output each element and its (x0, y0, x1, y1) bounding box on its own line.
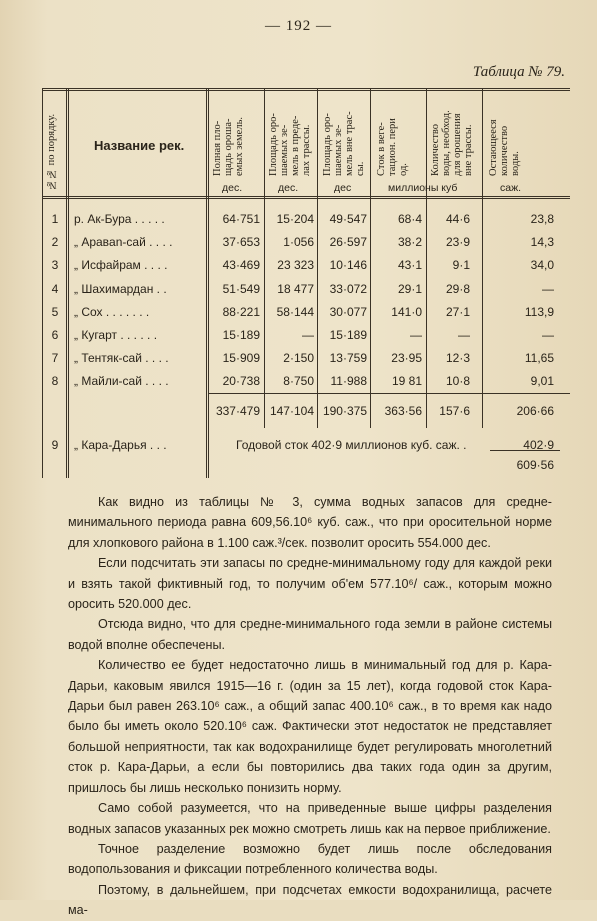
row-full-area: 51·549 (222, 281, 260, 296)
data-table (42, 88, 570, 478)
row-river-name: „ Аравan-сай . . . . (74, 235, 173, 250)
col-divider-1b (68, 88, 69, 478)
row-area-within: 23 323 (277, 258, 314, 273)
row-number: 3 (51, 258, 59, 273)
row-needed: 10·8 (445, 374, 470, 389)
row-area-outside: 13·759 (329, 351, 367, 366)
row-full-area: 15·189 (222, 328, 260, 342)
row9-number: 9 (51, 438, 59, 452)
grand-total: 609·56 (516, 458, 554, 472)
row-needed: 9·1 (452, 258, 470, 273)
row-remaining: — (542, 281, 554, 296)
row-runoff: 38·2 (397, 235, 422, 250)
row-runoff: 19 81 (391, 374, 422, 389)
row-runoff: 43·1 (397, 258, 422, 273)
totals-rule (208, 393, 570, 394)
row-number: 4 (51, 281, 59, 296)
header-remaining: Остающееся количество воды. (488, 119, 521, 176)
row-number: 6 (51, 328, 59, 342)
row-area-within: 18 477 (277, 281, 314, 296)
row-runoff: — (410, 328, 422, 342)
header-full-area: Полная пло- щадь ороша- емых земель. (212, 116, 245, 176)
row-area-outside: 10·146 (329, 258, 367, 273)
row-area-within: 1·056 (283, 235, 314, 250)
header-runoff: Сток в веге- тацион. пери од. (376, 118, 409, 176)
table-left-border (42, 88, 43, 478)
header-bottom-rule-2 (42, 198, 570, 199)
col-divider-2 (206, 88, 207, 478)
row-runoff: 29·1 (397, 281, 422, 296)
body-text (68, 492, 552, 921)
paragraph: Само собой разумеется, что на приведенные выше цифры разделения водных запасов указанных рек можно смотреть лишь как на первое приближение. (68, 801, 552, 836)
row-area-outside: 49·547 (329, 212, 367, 226)
row-number: 8 (51, 374, 59, 389)
row-remaining: 23,8 (530, 212, 554, 226)
table-caption: Таблица № 79. (472, 64, 565, 80)
row9-name: „ Кара-Дарья . . . (74, 438, 167, 452)
row-area-outside: 15·189 (329, 328, 367, 342)
row-river-name: „ Сох . . . . . . . (74, 304, 150, 319)
row-remaining: 14,3 (530, 235, 554, 250)
row-needed: 29·8 (445, 281, 470, 296)
row-area-within: 15·204 (276, 212, 314, 226)
row-area-within: — (302, 328, 314, 342)
row-area-within: 58·144 (276, 304, 314, 319)
row-river-name: „ Тентяк-сай . . . . (74, 351, 169, 366)
page-number: — 192 — (265, 18, 332, 34)
header-name: Название рек. (94, 138, 185, 153)
row-area-outside: 11·988 (330, 374, 367, 389)
total-full: 337·479 (215, 404, 260, 418)
row-river-name: р. Ак-Бура . . . . . (74, 212, 165, 226)
row-river-name: „ Кугарт . . . . . . (74, 328, 158, 342)
row-number: 7 (51, 351, 59, 366)
row-needed: — (458, 328, 470, 342)
paragraph: Точное разделение возможно будет лишь после обследования водопользования и фиксации потребленного количества воды. (68, 841, 552, 877)
row-remaining: 113,9 (524, 304, 554, 319)
unit-area-within: дес. (278, 182, 299, 194)
row-area-outside: 26·597 (329, 235, 367, 250)
row-full-area: 88·221 (222, 304, 260, 319)
paragraph: Если подсчитать эти запасы по средне-минимальному году для каждой реки и взять такой фиктивный год, то получим об'ем 577.10⁶/ саж., которым можно оросить 520.000 дес. (68, 556, 552, 612)
row-full-area: 37·653 (222, 235, 260, 250)
unit-million: миллионы куб (388, 182, 458, 194)
unit-area-outside: дес (334, 182, 352, 194)
row-needed: 12·3 (445, 351, 470, 366)
row-remaining: — (542, 328, 554, 342)
header-bottom-rule (42, 196, 570, 197)
header-needed: Количество воды, необход. для орошения вне трассы. (430, 110, 474, 176)
row-area-within: 2·150 (283, 351, 314, 366)
row9-remaining: 402·9 (523, 438, 554, 452)
header-num: №№ по порядку. (46, 113, 57, 190)
unit-full-area: дес. (222, 182, 243, 194)
row-area-outside: 30·077 (329, 304, 367, 319)
total-remaining: 206·66 (516, 404, 554, 418)
row-runoff: 68·4 (397, 212, 422, 226)
row-number: 2 (51, 235, 59, 250)
row-needed: 44·6 (445, 212, 470, 226)
table-top-rule-2 (42, 90, 570, 91)
total-runoff: 363·56 (384, 404, 422, 418)
row9-annual-runoff: Годовой сток 402·9 миллионов куб. саж. . (236, 438, 467, 452)
row-runoff: 141·0 (391, 304, 422, 319)
total-outside: 190·375 (322, 404, 367, 418)
unit-sazh: саж. (500, 182, 522, 194)
row-remaining: 34,0 (530, 258, 554, 273)
row-full-area: 20·738 (222, 374, 260, 389)
row-area-outside: 33·072 (329, 281, 367, 296)
row-full-area: 64·751 (222, 212, 260, 226)
paragraph: Количество ее будет недостаточно лишь в минимальный год для р. Кара-Дарьи, каковым явился 1915—16 г. (один за 15 лет), когда годовой сток Кара-Дарьи был равен 263.10⁶ саж., а общий запас 400.10⁶ саж., в то время как надо было бы иметь около 520.10⁶ саж. Фактически этот недостаток не представляет большой неприятности, так как водохранилище будет регулировать многолетний сток р. Кара-Дарьи, а если бы повторились два таких года один за другим, пришлось бы лишь несколько понизить норму. (68, 658, 552, 795)
row-full-area: 43·469 (222, 258, 260, 273)
row-full-area: 15·909 (222, 351, 260, 366)
row-remaining: 11,65 (524, 351, 554, 366)
col-divider-1 (66, 88, 67, 478)
paragraph: Как видно из таблицы № 3, сумма водных запасов для средне-минимального периода равна 609,56.10⁶ куб. саж., что при оросительной норме для хлопкового района в 1.100 саж.³/сек. позволит оросить 554.000 дес. (68, 495, 552, 550)
row-river-name: „ Исфайрам . . . . (74, 258, 168, 273)
row-needed: 27·1 (445, 304, 470, 319)
total-needed: 157·6 (439, 404, 470, 418)
row-number: 1 (51, 212, 59, 226)
paragraph: Поэтому, в дальнейшем, при подсчетах емкости водохранилища, расчете ма- (68, 882, 552, 918)
row-river-name: „ Шахимардан . . (74, 281, 167, 296)
row-number: 5 (51, 304, 59, 319)
row-needed: 23·9 (445, 235, 470, 250)
row-river-name: „ Майли-сай . . . . (74, 374, 169, 389)
header-area-within: Площадь оро- шаемых зе- мель в преде- лах трассы. (268, 113, 312, 176)
total-within: 147·104 (269, 404, 314, 418)
row-remaining: 9,01 (530, 374, 554, 389)
header-area-outside: Площадь оро- шаемых зе- мель вне трас- сы. (322, 111, 366, 176)
row-runoff: 23·95 (391, 351, 422, 366)
table-top-rule (42, 88, 570, 89)
paragraph: Отсюда видно, что для средне-минимального года земли в районе системы водой вполне обеспечены. (68, 617, 552, 652)
row-area-within: 8·750 (283, 374, 314, 389)
